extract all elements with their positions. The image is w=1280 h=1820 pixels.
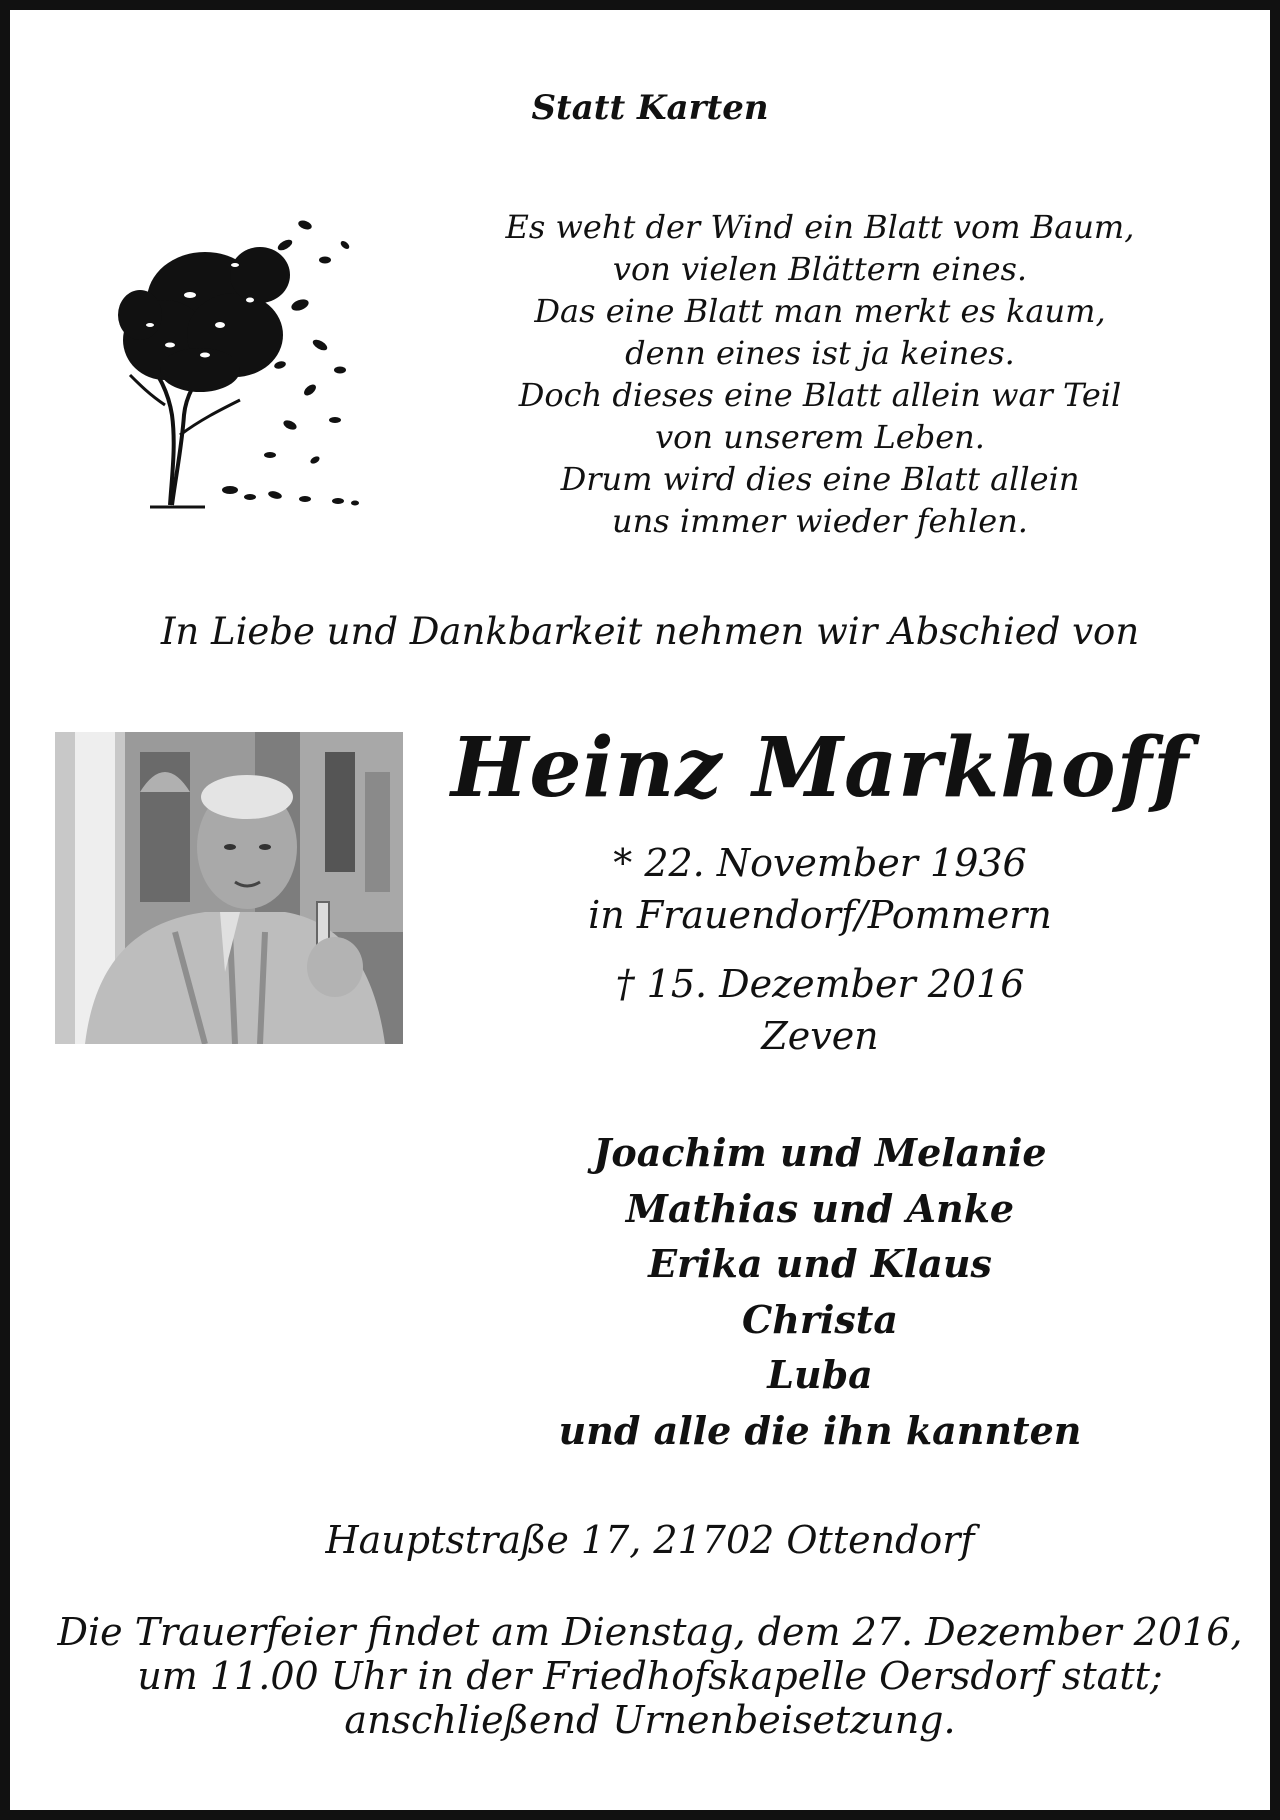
poem-line: Das eine Blatt man merkt es kaum, <box>534 292 1106 330</box>
tree-wind-icon <box>110 205 360 515</box>
poem-line: Doch dieses eine Blatt allein war Teil <box>518 376 1122 414</box>
poem-line: von vielen Blättern eines. <box>612 250 1028 288</box>
mourner-entry: Joachim und Melanie <box>593 1130 1047 1175</box>
service-line: Die Trauerfeier findet am Dienstag, dem 27. Dezember 2016, <box>57 1610 1243 1654</box>
death-info <box>510 958 1130 1062</box>
mourners-list <box>490 1125 1150 1458</box>
birth-place: in Frauendorf/Pommern <box>588 893 1052 937</box>
death-date: † 15. Dezember 2016 <box>615 962 1025 1006</box>
mourner-entry: Mathias und Anke <box>625 1185 1015 1231</box>
death-place: Zeven <box>761 1014 879 1058</box>
poem-line: Drum wird dies eine Blatt allein <box>560 460 1080 498</box>
farewell-intro: In Liebe und Dankbarkeit nehmen wir Abschied von <box>160 610 1140 653</box>
mourner-entry: Christa <box>742 1296 898 1342</box>
mourner-entry: Erika und Klaus <box>648 1241 992 1286</box>
poem <box>450 206 1190 542</box>
poem-line: denn eines ist ja keines. <box>625 334 1015 372</box>
mourner-entry: Luba <box>767 1352 873 1397</box>
service-info <box>10 1610 1280 1742</box>
deceased-name: Heinz Markhoff <box>450 720 1190 816</box>
mourner-entry: und alle die ihn kannten <box>558 1407 1082 1453</box>
service-line: anschließend Urnenbeisetzung. <box>344 1698 956 1742</box>
portrait-photo <box>55 732 403 1044</box>
poem-line: uns immer wieder fehlen. <box>612 502 1028 540</box>
birth-date: * 22. November 1936 <box>613 841 1027 885</box>
birth-info <box>510 837 1130 941</box>
address: Hauptstraße 17, 21702 Ottendorf <box>325 1518 975 1562</box>
poem-line: Es weht der Wind ein Blatt vom Baum, <box>505 208 1135 246</box>
service-line: um 11.00 Uhr in der Friedhofskapelle Oersdorf statt; <box>137 1654 1163 1698</box>
notice-header: Statt Karten <box>531 88 769 128</box>
poem-line: von unserem Leben. <box>655 418 985 456</box>
